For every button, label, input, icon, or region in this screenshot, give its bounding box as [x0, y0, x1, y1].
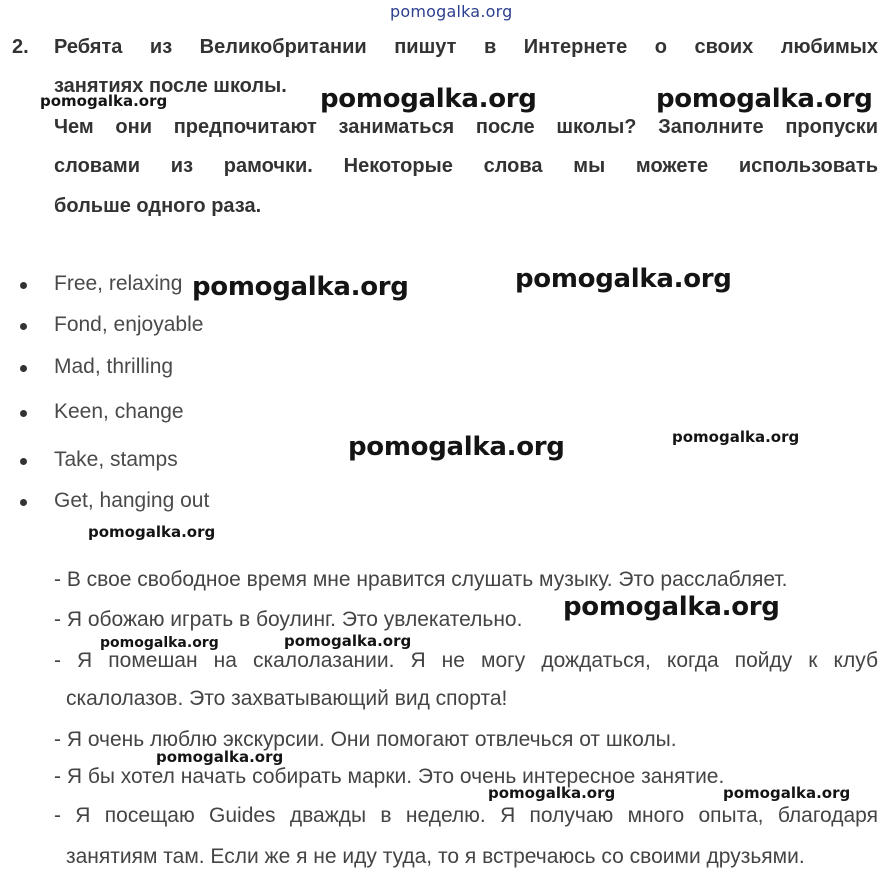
- answer-line-2: - Я обожаю играть в боулинг. Это увлекательно.: [54, 608, 523, 631]
- answer-line-3: - Я помешан на скалолазании. Я не могу дождаться, когда пойду к клуб: [54, 649, 878, 672]
- answer-line-1: - В свое свободное время мне нравится слушать музыку. Это расслабляет.: [54, 568, 788, 591]
- watermark: pomogalka.org: [672, 428, 800, 446]
- watermark: pomogalka.org: [723, 784, 851, 802]
- watermark: pomogalka.org: [515, 264, 732, 294]
- instruction-line-4: словами из рамочки. Некоторые слова мы можете использовать: [54, 155, 878, 177]
- answer-line-5: - Я очень люблю экскурсии. Они помогают отвлечься от школы.: [54, 728, 677, 751]
- answer-line-7: - Я посещаю Guides дважды в неделю. Я получаю много опыта, благодаря: [54, 804, 878, 827]
- instruction-line-2: занятиях после школы.: [54, 75, 287, 97]
- bullet-dot: [20, 365, 27, 372]
- bullet-dot: [20, 323, 27, 330]
- bullet-item-2: Fond, enjoyable: [54, 313, 204, 336]
- watermark: pomogalka.org: [40, 92, 168, 110]
- watermark: pomogalka.org: [488, 784, 616, 802]
- watermark: pomogalka.org: [88, 523, 216, 541]
- answer-line-6: - Я бы хотел начать собирать марки. Это очень интересное занятие.: [54, 765, 725, 788]
- bullet-item-3: Mad, thrilling: [54, 355, 174, 378]
- bullet-item-5: Take, stamps: [54, 448, 178, 471]
- bullet-dot: [20, 458, 27, 465]
- answer-line-4: скалолазов. Это захватывающий вид спорта!: [66, 687, 508, 710]
- instruction-line-5: больше одного раза.: [54, 195, 262, 217]
- watermark: pomogalka.org: [156, 748, 284, 766]
- answer-line-8: занятиям там. Если же я не иду туда, то я встречаюсь со своими друзьями.: [66, 845, 805, 868]
- instruction-line-1: Ребята из Великобритании пишут в Интернете о своих любимых: [54, 36, 878, 58]
- watermark: pomogalka.org: [320, 84, 537, 114]
- bullet-item-4: Keen, change: [54, 400, 184, 423]
- bullet-dot: [20, 282, 27, 289]
- header-watermark: pomogalka.org: [390, 2, 513, 21]
- watermark: pomogalka.org: [284, 632, 412, 650]
- watermark: pomogalka.org: [563, 592, 780, 622]
- task-number: 2.: [12, 36, 29, 58]
- watermark: pomogalka.org: [192, 272, 409, 302]
- bullet-dot: [20, 410, 27, 417]
- bullet-item-1: Free, relaxing: [54, 272, 183, 295]
- watermark: pomogalka.org: [348, 432, 565, 462]
- bullet-dot: [20, 499, 27, 506]
- bullet-item-6: Get, hanging out: [54, 489, 210, 512]
- watermark: pomogalka.org: [100, 635, 219, 651]
- instruction-line-3: Чем они предпочитают заниматься после школы? Заполните пропуски: [54, 116, 878, 138]
- watermark: pomogalka.org: [656, 84, 873, 114]
